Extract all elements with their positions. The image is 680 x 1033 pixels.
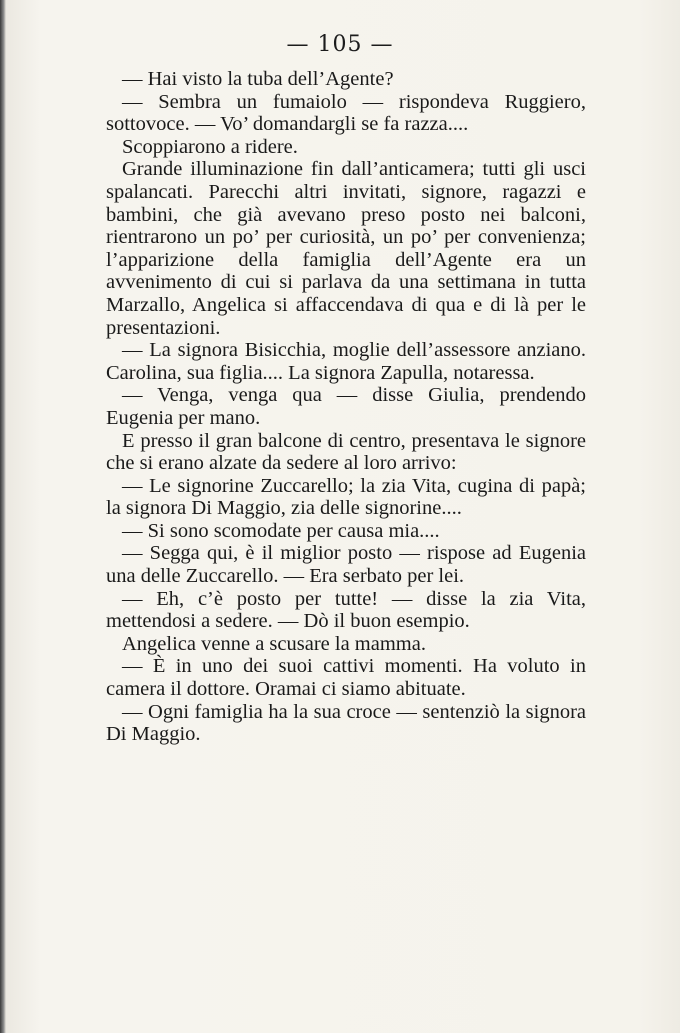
paragraph: Grande illuminazione fin dall’anticamera; tutti gli usci spalancati. Parecchi altri invitati, signore, ragazzi e bambini, che già avevano preso posto nei balconi, rientrarono un po’ per curiosità, un po’ per convenienza; l’apparizione della famiglia dell’Agente era un avvenimento di cui si parlava da una settimana in tutta Marzallo, Angelica si affaccendava di qua e di là per le presentazioni.: [106, 158, 586, 339]
paragraph: E presso il gran balcone di centro, presentava le signore che si erano alzate da sedere al loro arrivo:: [106, 429, 586, 475]
paragraph: — La signora Bisicchia, moglie dell’assessore anziano. Carolina, sua figlia.... La signora Zapulla, notaressa.: [106, 339, 586, 384]
paragraph: Scoppiarono a ridere.: [122, 135, 298, 158]
page-spine-shadow: [0, 0, 6, 1033]
paragraph: — Hai visto la tuba dell’Agente?: [122, 68, 394, 90]
paragraph: — Si sono scomodate per causa mia....: [122, 519, 440, 542]
paragraph: — È in uno dei suoi cattivi momenti. Ha voluto in camera il dottore. Oramai ci siamo abituate.: [106, 655, 586, 701]
page-body-text: [106, 68, 586, 746]
page-number: — 105 —: [286, 32, 394, 57]
paragraph: — Sembra un fumaiolo — rispondeva Ruggiero, sottovoce. — Vo’ domandargli se fa razza....: [106, 90, 586, 136]
paragraph: — Le signorine Zuccarello; la zia Vita, cugina di papà; la signora Di Maggio, zia delle signorine....: [106, 474, 586, 520]
paragraph: — Segga qui, è il miglior posto — rispose ad Eugenia una delle Zuccarello. — Era serbato per lei.: [106, 542, 586, 588]
paragraph: Angelica venne a scusare la mamma.: [122, 632, 426, 655]
paragraph: — Eh, c’è posto per tutte! — disse la zia Vita, mettendosi a sedere. — Dò il buon esempio.: [106, 587, 586, 633]
paragraph: — Ogni famiglia ha la sua croce — sentenziò la signora Di Maggio.: [106, 700, 586, 746]
paragraph: — Venga, venga qua — disse Giulia, prendendo Eugenia per mano.: [106, 384, 586, 429]
